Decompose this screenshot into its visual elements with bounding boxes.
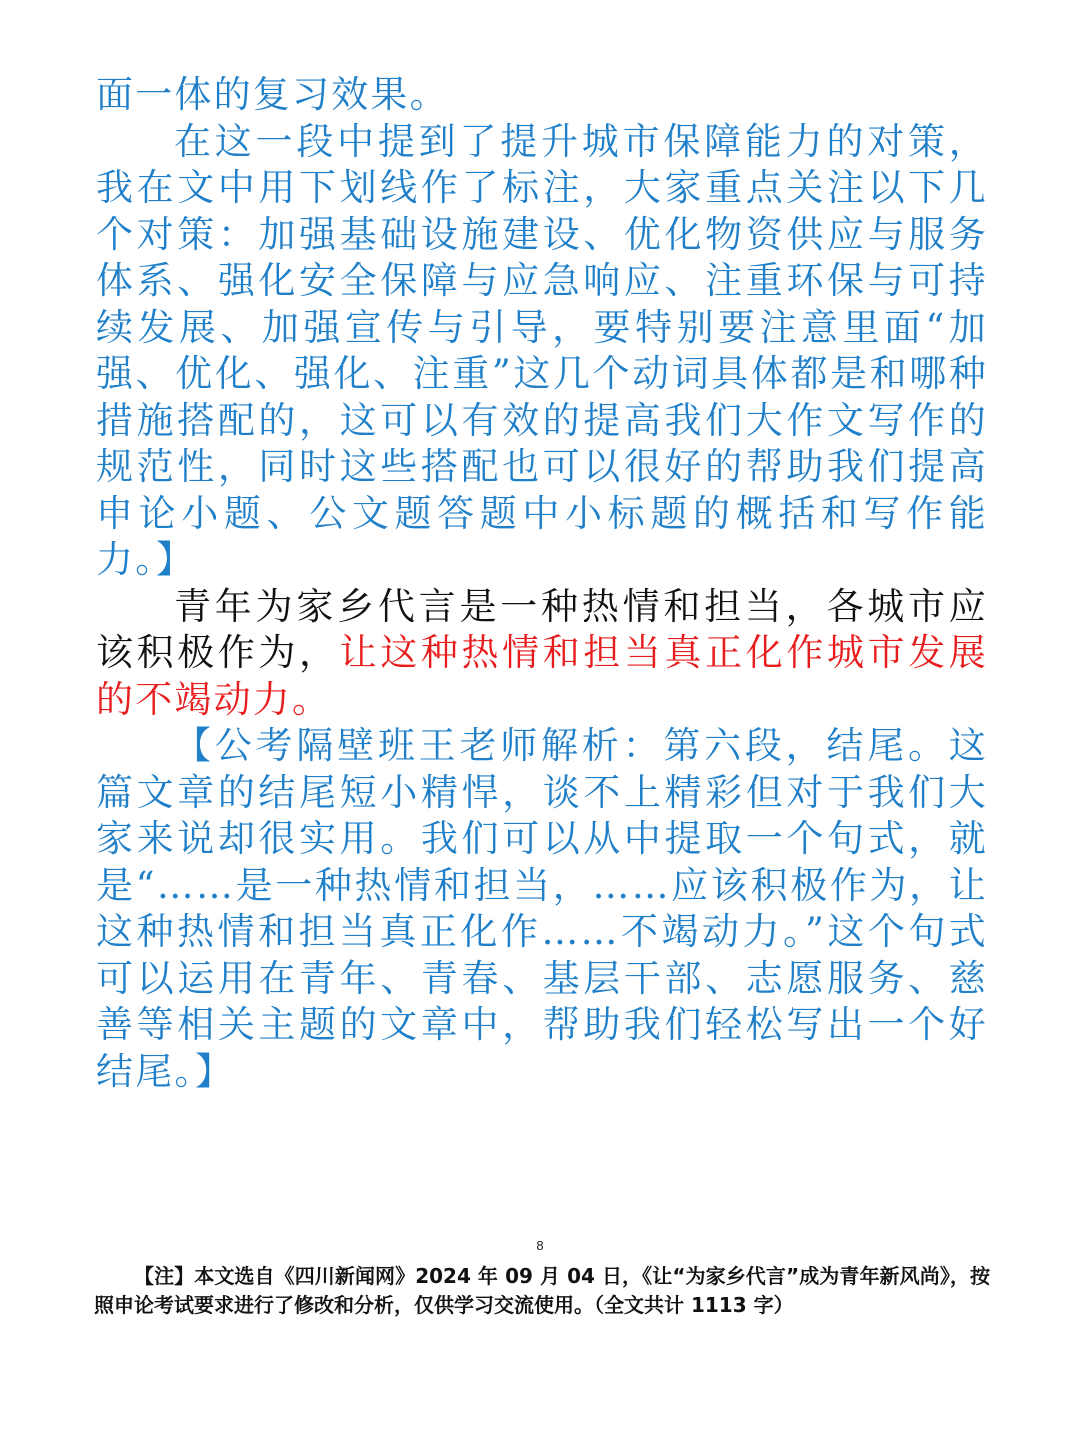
paragraph-article-six bbox=[96, 584, 988, 724]
article-text-plain: 青年为家乡代言是一种热情和担当，各城市应该积极作为， bbox=[96, 584, 988, 674]
footnote-text: 【注】本文选自《四川新闻网》2024 年 09 月 04 日，《让“为家乡代言”成为青年新风尚》，按照申论考试要求进行了修改和分析，仅供学习交流使用。（全文共计 1113 字） bbox=[94, 1264, 990, 1317]
article-text-highlight: 让这种热情和担当真正化作城市发展的不竭动力。 bbox=[96, 631, 988, 721]
paragraph-continuation: 面一体的复习效果。 bbox=[96, 73, 449, 116]
paragraph-analysis-five: 在这一段中提到了提升城市保障能力的对策，我在文中用下划线作了标注，大家重点关注以下几个对策：加强基础设施建设、优化物资供应与服务体系、强化安全保障与应急响应、注重环保与可持续发展、加强宣传与引导，要特别要注意里面“加强、优化、强化、注重”这几个动词具体都是和哪种措施搭配的，这可以有效的提高我们大作文写作的规范性，同时这些搭配也可以很好的帮助我们提高申论小题、公文题答题中小标题的概括和写作能力。】 bbox=[96, 119, 988, 581]
footnote bbox=[94, 1262, 990, 1320]
page-number: 8 bbox=[536, 1238, 544, 1253]
article-body bbox=[96, 72, 988, 1095]
paragraph-analysis-six: 【公考隔壁班王老师解析：第六段，结尾。这篇文章的结尾短小精悍，谈不上精彩但对于我们大家来说却很实用。我们可以从中提取一个句式，就是“……是一种热情和担当，……应该积极作为，让这种热情和担当真正化作……不竭动力。”这个句式可以运用在青年、青春、基层干部、志愿服务、慈善等相关主题的文章中，帮助我们轻松写出一个好结尾。】 bbox=[96, 724, 988, 1093]
